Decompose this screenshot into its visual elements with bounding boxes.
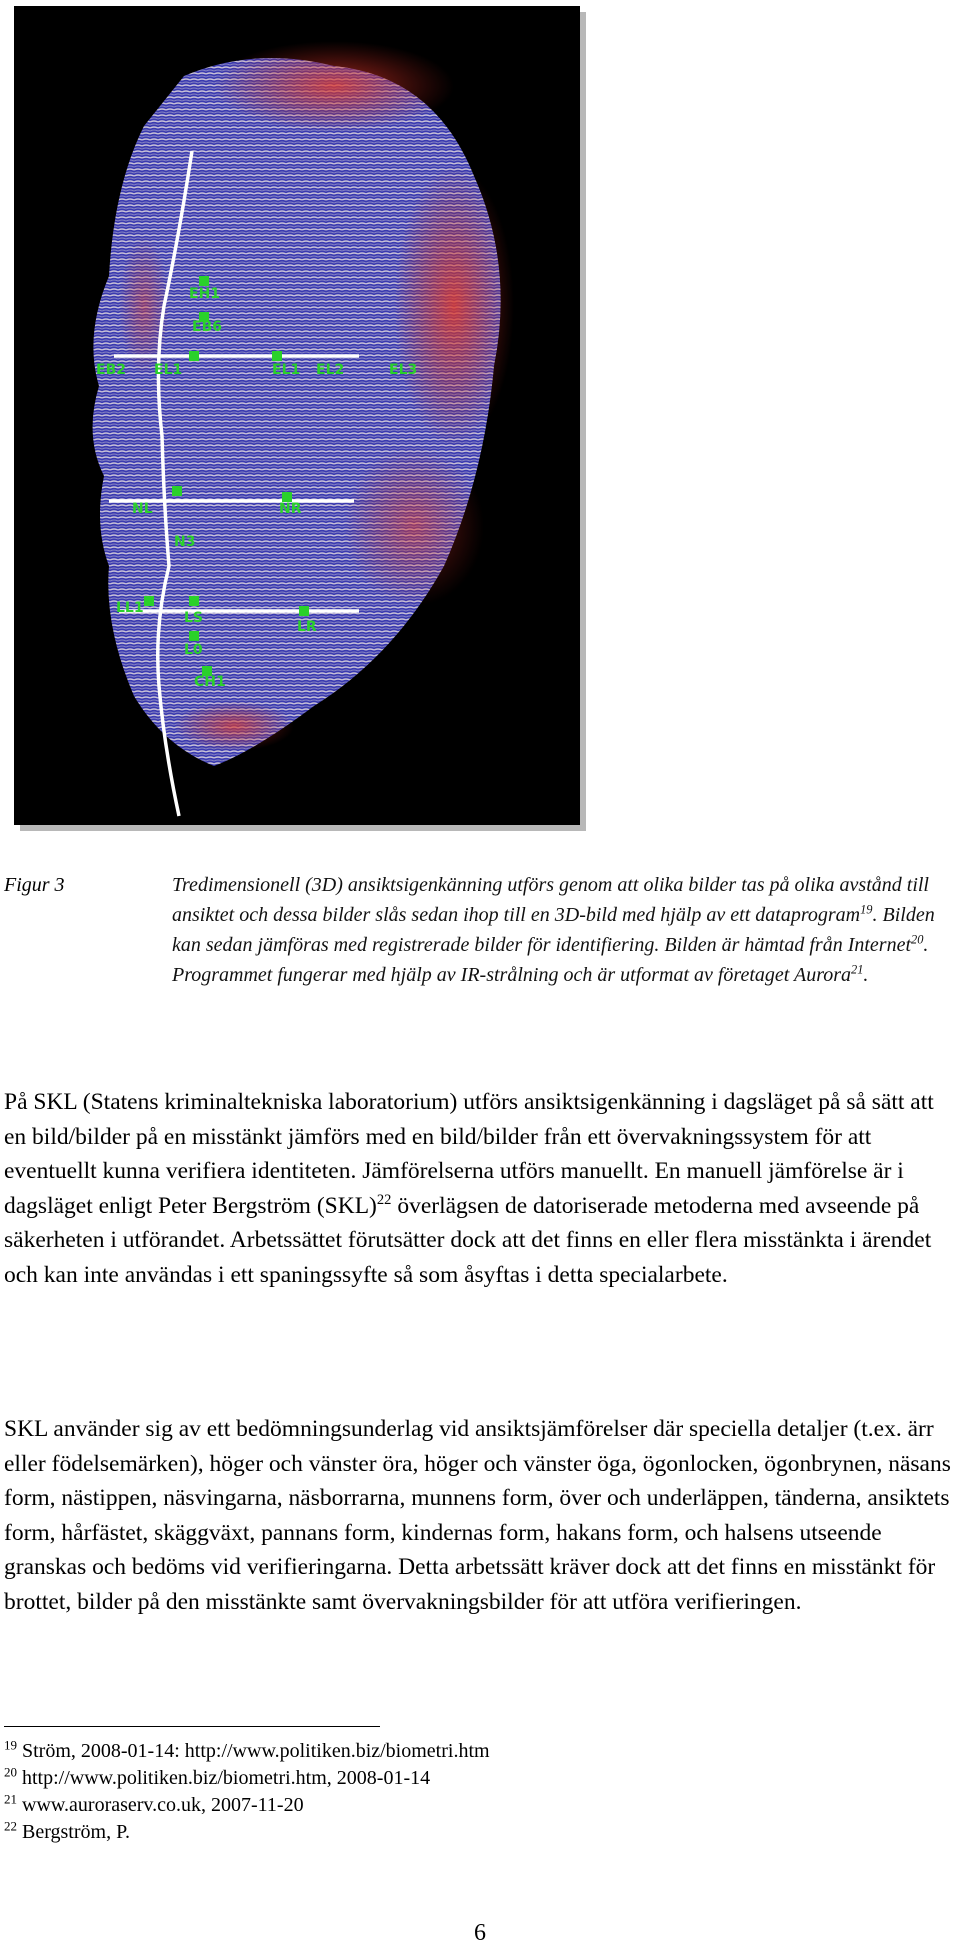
footnote-22: $^{22}$ Bergström, P. <box>4 1818 130 1843</box>
footnote-20: $^{20}$ http://www.politiken.biz/biometri.htm, 2008-01-14 <box>4 1764 431 1789</box>
footnote-ref-19[interactable]: 19 <box>860 902 873 917</box>
svg-text:EB6: EB6 <box>192 319 222 335</box>
figure-label: Figur 3 <box>4 874 65 896</box>
svg-text:EH1: EH1 <box>189 286 221 302</box>
body-paragraph-2: SKL använder sig av ett bedömningsunderlag vid ansiktsjämförelser där speciella detaljer (t.ex. ärr eller födelsemärken), höger och vänster öra, höger och vänster öga, ögonlocken, ögonbrynen, näsans form, nästippen, näsvingarna, näsborrarna, munnens form, över och underläppen, tänderna, ansiktets form, hårfästet, skäggväxt, pannans form, kindernas form, hakans form, och halsens utseende granskas och bedöms vid verifieringarna. Detta arbetssätt kräver dock att det finns en misstänkt för brottet, bilder på den misstänkte samt övervakningsbilder för att utföra verifieringen. <box>4 1416 951 1615</box>
svg-text:EL1: EL1 <box>154 362 183 378</box>
footnote-divider <box>4 1726 380 1727</box>
svg-text:EB2: EB2 <box>96 362 126 378</box>
figure-caption: Tredimensionell (3D) ansiktsigenkänning utförs genom att olika bilder tas på olika avstånd till ansiktet och dessa bilder slås sedan ihop till en 3D-bild med hjälp av ett dataprogram$^{19}$. Bilden kan sedan jämföras med registrerade bilder för identifiering. Bilden är hämtad från Internet$^{20}$. Programmet fungerar med hjälp av IR-strålning och är utformat av företaget Aurora$^{21}$. <box>172 874 935 986</box>
svg-text:CH1: CH1 <box>194 674 226 690</box>
svg-text:L0: L0 <box>184 642 203 658</box>
footnote-ref-21[interactable]: 21 <box>851 962 864 977</box>
svg-text:EL1: EL1 <box>272 362 301 378</box>
svg-text:NR: NR <box>279 501 302 517</box>
svg-text:LL1: LL1 <box>116 600 144 616</box>
face-3d-scan-image <box>14 6 586 831</box>
page-number: 6 <box>474 1920 486 1946</box>
svg-text:N3: N3 <box>174 534 196 550</box>
svg-text:EL2: EL2 <box>316 362 345 378</box>
footnote-ref-22[interactable]: 22 <box>376 1191 392 1208</box>
footnote-21: $^{21}$ www.auroraserv.co.uk, 2007-11-20 <box>4 1791 304 1816</box>
svg-text:NL: NL <box>132 501 153 517</box>
footnote-19: $^{19}$ Ström, 2008-01-14: http://www.politiken.biz/biometri.htm <box>4 1737 490 1762</box>
footnotes <box>4 1738 804 1846</box>
footnote-ref-20[interactable]: 20 <box>911 932 924 947</box>
svg-text:EL3: EL3 <box>389 362 418 378</box>
svg-text:LR: LR <box>297 619 317 635</box>
svg-text:LS: LS <box>184 610 204 626</box>
body-paragraph-1: På SKL (Statens kriminaltekniska laboratorium) utförs ansiktsigenkänning i dagsläget på så sätt att en bild/bilder på en misstänkt jämförs med en bild/bilder från ett övervakningssystem för att eventuellt kunna verifiera identiteten. Jämförelserna utförs manuellt. En manuell jämförelse är i dagsläget enligt Peter Bergström (SKL)$^{22}$ överlägsen de datoriserade metoderna med avseende på säkerheten i utförandet. Arbetssättet förutsätter dock att det finns en eller flera misstänkta i ärendet och kan inte användas i ett spaningssyfte så som åsyftas i detta specialarbete. <box>4 1089 934 1288</box>
